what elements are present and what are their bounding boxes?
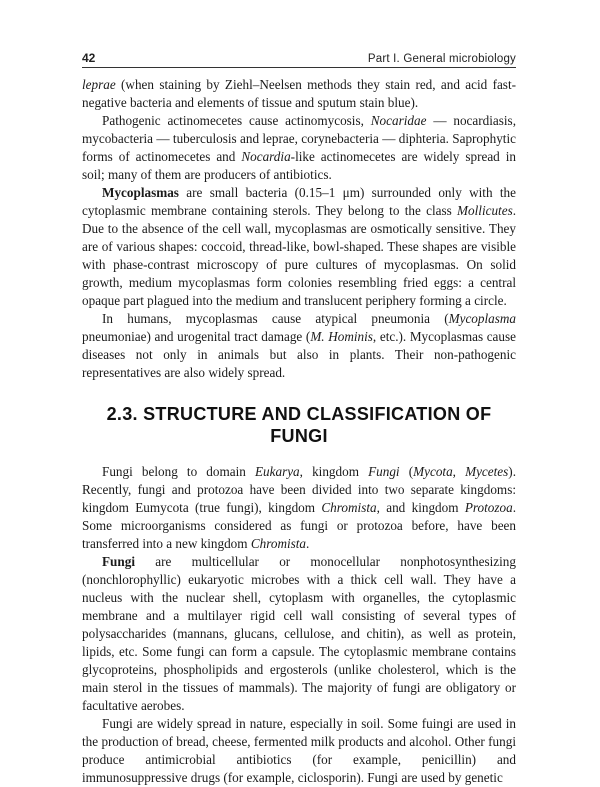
text-run: Pathogenic actinomecetes cause actinomycosis, [102, 113, 371, 128]
paragraph [82, 310, 516, 382]
text-run: , and kingdom [376, 500, 465, 515]
paragraph [82, 463, 516, 553]
text-run: -like actinomecetes are widely spread in soil; many of them are producers of antibiotics. [82, 149, 516, 182]
text-run: pneumoniae) and urogenital tract damage ( [82, 329, 311, 344]
page-number: 42 [82, 51, 96, 65]
italic-term: Fungi [368, 464, 400, 479]
text-run: , [452, 464, 466, 479]
running-head: Part I. General microbiology [367, 53, 516, 65]
italic-term: Mycetes [465, 464, 509, 479]
italic-term: Nocaridae [370, 113, 427, 128]
text-run: . Some microorganisms considered as fungi or protozoa before, have been transferred into a new kingdom [82, 500, 516, 551]
italic-term: Nocardia [241, 149, 291, 164]
italic-term: Chromista [250, 536, 307, 551]
paragraph [82, 715, 516, 787]
italic-term: Mycoplasma [448, 311, 516, 326]
italic-term: Protozoa [464, 500, 513, 515]
bold-term: Mycoplasmas [102, 185, 179, 200]
text-run: Fungi are widely spread in nature, especially in soil. Some fuingi are used in the production of bread, cheese, fermented milk products and alcohol. Other fungi produce antimicrobial antibiotics (for example, penicillin) and immunosuppressive drugs (for example, ciclosporin). Fungi are used by genetic [82, 716, 516, 785]
text-run: . Due to the absence of the cell wall, mycoplasmas are osmotically sensitive. They are of various shapes: coccoid, thread-like, bowl-shaped. These shapes are visible with phase-contrast microscopy of pure cultures of mycoplasmas. On solid growth, medium mycoplasmas form colonies resembling fried eggs: a central opaque part plagued into the medium and translucent periphery forming a circle. [82, 203, 516, 308]
italic-term: Mycota [413, 464, 453, 479]
paragraphs-before-heading [82, 76, 516, 382]
text-run: , kingdom [299, 464, 369, 479]
paragraph [82, 112, 516, 184]
text-run: ( [399, 464, 414, 479]
text-run: , etc.). Mycoplasmas cause diseases not only in animals but also in plants. Their non-pathogenic representatives are also widely spread. [82, 329, 516, 380]
italic-term: M. Hominis [310, 329, 373, 344]
text-run: — nocardiasis, mycobacteria — tuberculosis and leprae, corynebacteria — diphteria. Saprophytic forms of actinomecetes and [82, 113, 516, 164]
text-run: are multicellular or monocellular nonphotosynthesizing (nonchlorophyllic) eukaryotic microbes with a thick cell wall. They have a nucleus with the nuclear shell, cytoplasm with organelles, the cytoplasmic membrane and a multilayer rigid cell wall consisting of several types of polysaccharides (mannans, glucans, cellulose, and chitin), as well as protein, lipids, etc. Some fungi can form a capsule. The cytoplasmic membrane contains glycoproteins, phospholipids and ergosterols (unlike cholesterol, which is the main sterol in the tissues of mammals). The majority of fungi are obligatory or facultative aerobes. [82, 554, 516, 713]
italic-term: leprae [82, 77, 116, 92]
text-run: . [306, 536, 310, 551]
text-run: (when staining by Ziehl–Neelsen methods they stain red, and acid fast-negative bacteria and elements of tissue and sputum stain blue). [82, 77, 516, 110]
text-run: In humans, mycoplasmas cause atypical pneumonia ( [102, 311, 449, 326]
text-run: ). Recently, fungi and protozoa have been divided into two separate kingdoms: kingdom Eumycota (true fungi), kingdom [82, 464, 516, 515]
paragraph [82, 76, 516, 112]
italic-term: Eukarya [254, 464, 300, 479]
page-header [82, 47, 516, 68]
paragraph [82, 184, 516, 310]
text-run: are small bacteria (0.15–1 μm) surrounded only with the cytoplasmic membrane containing sterols. They belong to the class [82, 185, 516, 218]
paragraphs-after-heading [82, 463, 516, 787]
text-run: Fungi belong to domain [102, 464, 255, 479]
italic-term: Mollicutes [457, 203, 513, 218]
section-heading: 2.3. STRUCTURE AND CLASSIFICATION OF FUNGI [106, 404, 492, 446]
body-text [82, 76, 516, 787]
italic-term: Chromista [321, 500, 377, 515]
bold-term: Fungi [102, 554, 135, 569]
paragraph [82, 553, 516, 715]
